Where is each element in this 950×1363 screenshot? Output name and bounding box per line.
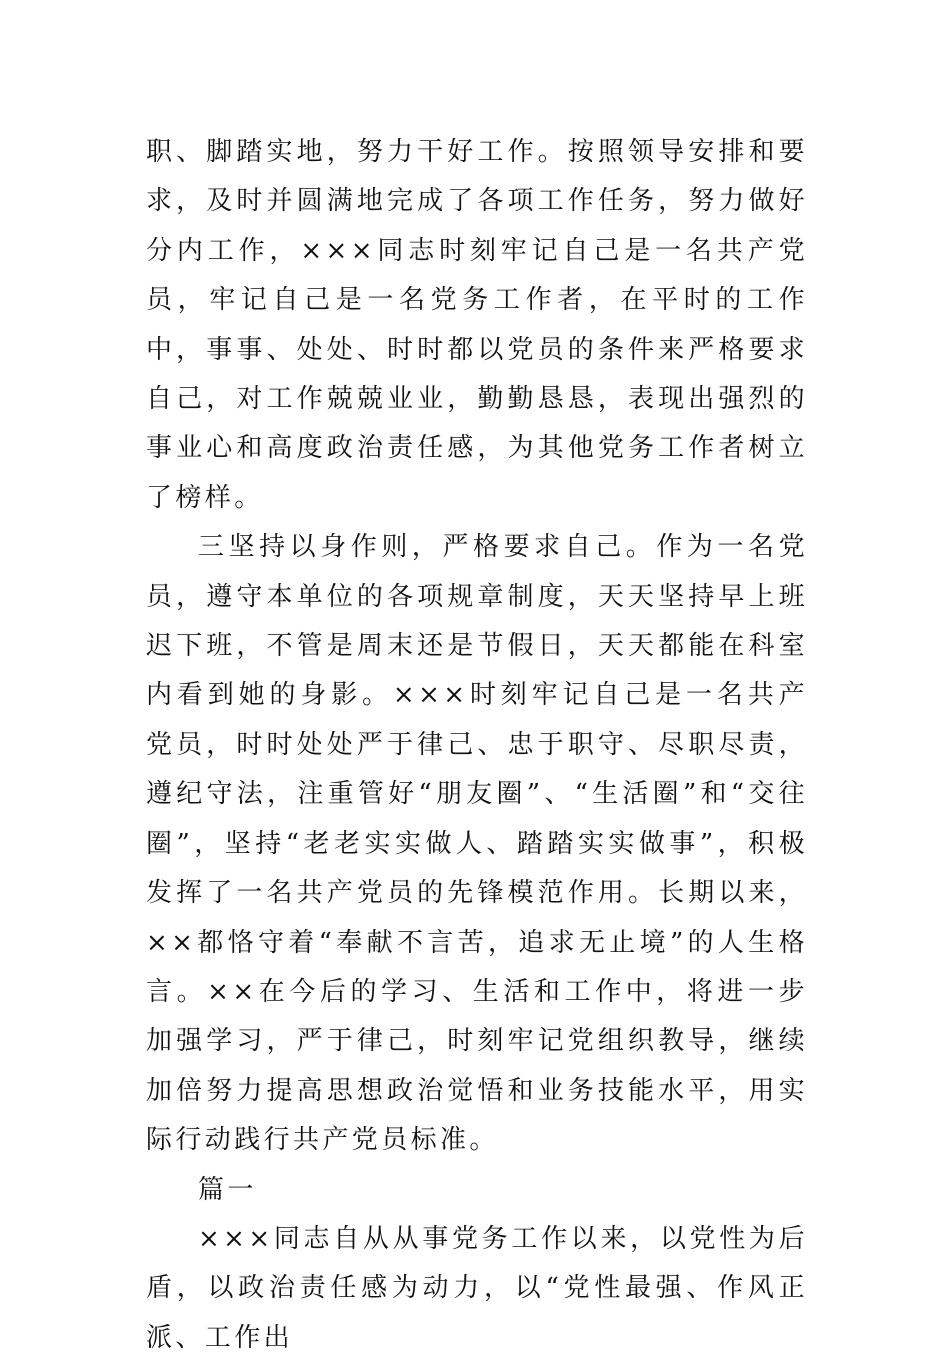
paragraph-continuation: 职、脚踏实地，努力干好工作。按照领导安排和要求，及时并圆满地完成了各项工作任务，努力做好分内工作，×××同志时刻牢记自己是一名共产党员，牢记自己是一名党务工作者，在平时的工作中，事事、处处、时时都以党员的条件来严格要求自己，对工作兢兢业业，勤勤恳恳，表现出强烈的事业心和高度政治责任感，为其他党务工作者树立了榜样。 bbox=[146, 137, 808, 513]
paragraph-section-intro: ×××同志自从从事党务工作以来，以党性为后盾，以政治责任感为动力，以“党性最强、作风正派、工作出 bbox=[146, 1223, 808, 1353]
document-body bbox=[146, 128, 808, 1363]
section-heading: 篇一 bbox=[198, 1174, 257, 1205]
paragraph-point-three: 三坚持以身作则，严格要求自己。作为一名党员，遵守本单位的各项规章制度，天天坚持早上班迟下班，不管是周末还是节假日，天天都能在科室内看到她的身影。×××时刻牢记自己是一名共产党员，时时处处严于律己、忠于职守、尽职尽责，遵纪守法，注重管好“朋友圈”、“生活圈”和“交往圈”，坚持“老老实实做人、踏踏实实做事”，积极发挥了一名共产党员的先锋模范作用。长期以来，××都恪守着“奉献不言苦，追求无止境”的人生格言。××在今后的学习、生活和工作中，将进一步加强学习，严于律己，时刻牢记党组织教导，继续加倍努力提高思想政治觉悟和业务技能水平，用实际行动践行共产党员标准。 bbox=[146, 532, 808, 1156]
